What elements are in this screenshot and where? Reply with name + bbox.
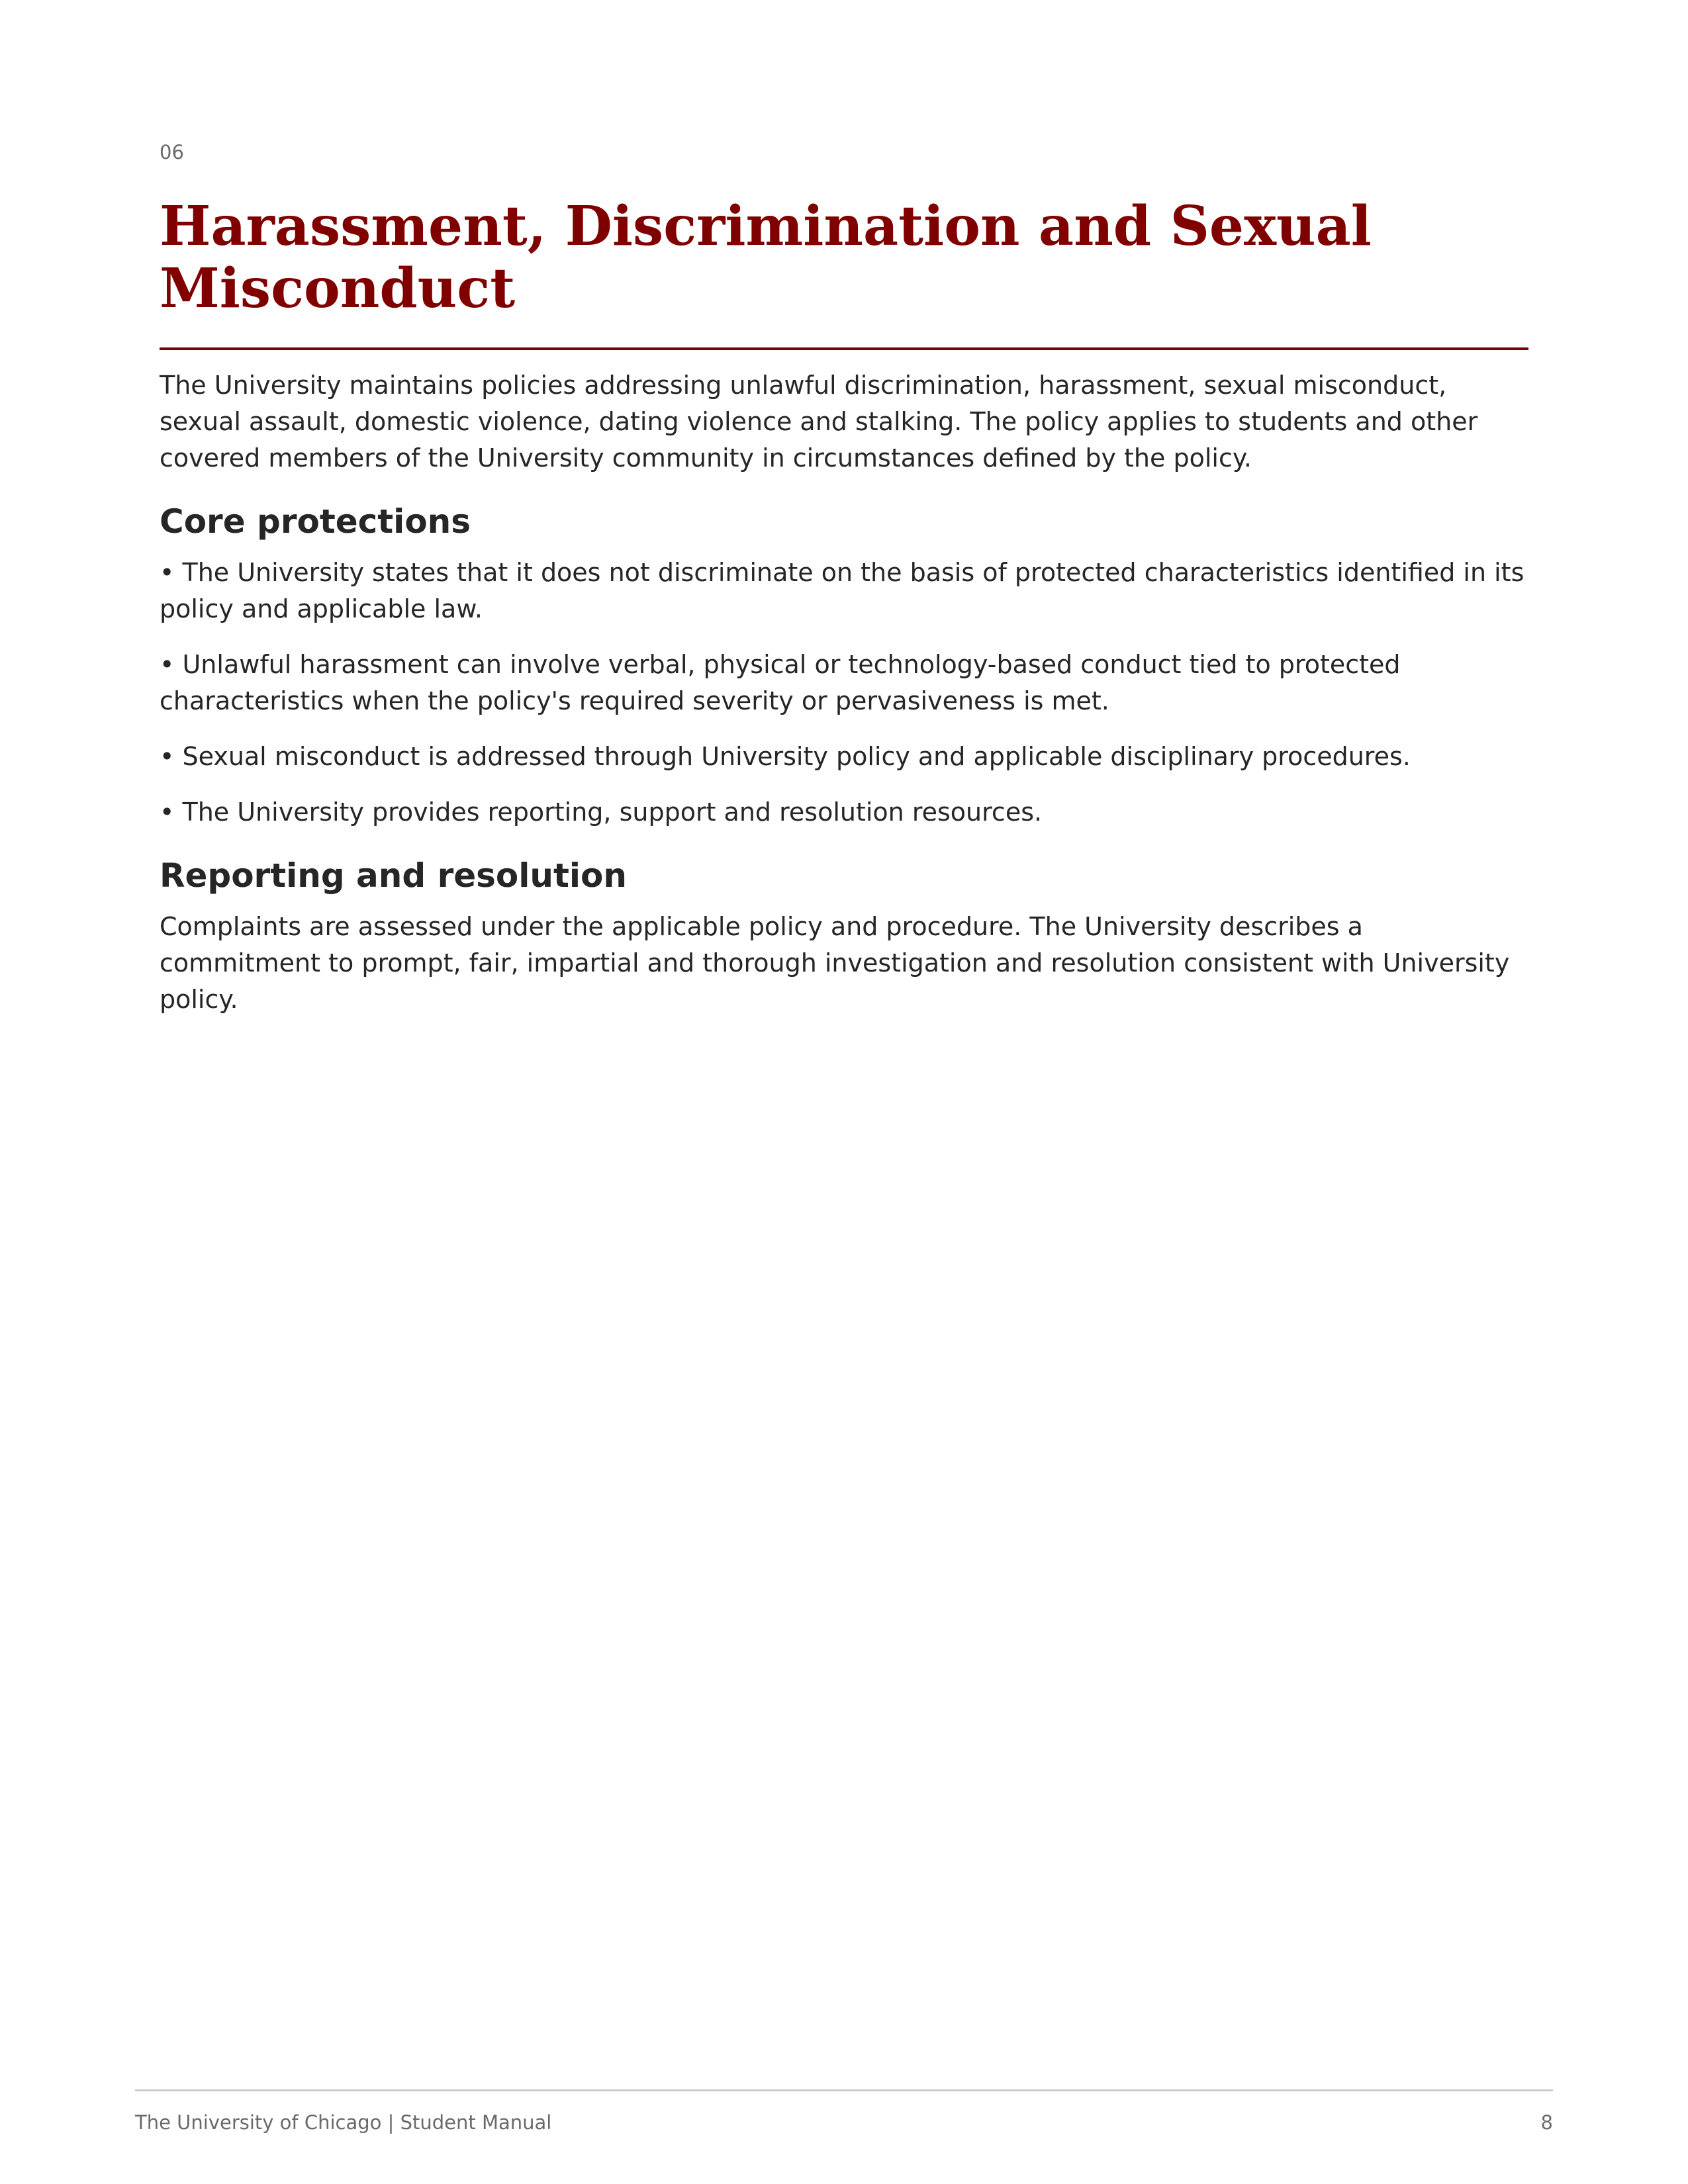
list-item: • Unlawful harassment can involve verbal, physical or technology-based conduct tied to protected characteristics when the policy's required severity or pervasiveness is met. xyxy=(160,650,1401,715)
title-divider xyxy=(160,347,1528,350)
footer-source: The University of Chicago | Student Manual xyxy=(135,2111,552,2134)
page-content xyxy=(160,132,1528,1018)
intro-paragraph: The University maintains policies addressing unlawful discrimination, harassment, sexual misconduct, sexual assault, domestic violence, dating violence and stalking. The policy applies to students and other covered members of the University community in circumstances defined by the policy. xyxy=(160,371,1478,473)
section-number: 06 xyxy=(160,141,184,163)
reporting-paragraph: Complaints are assessed under the applicable policy and procedure. The University describes a commitment to prompt, fair, impartial and thorough investigation and resolution consistent with University policy. xyxy=(160,912,1510,1014)
footer-row xyxy=(135,2111,1553,2134)
page-footer xyxy=(135,2089,1553,2134)
core-protections-heading: Core protections xyxy=(160,502,471,541)
page-number: 8 xyxy=(1540,2111,1553,2134)
page-title: Harassment, Discrimination and Sexual Misconduct xyxy=(160,195,1372,320)
list-item: • The University states that it does not discriminate on the basis of protected characteristics identified in its policy and applicable law. xyxy=(160,558,1524,623)
list-item: • Sexual misconduct is addressed through University policy and applicable disciplinary procedures. xyxy=(160,742,1411,771)
list-item: • The University provides reporting, support and resolution resources. xyxy=(160,797,1043,827)
footer-divider xyxy=(135,2089,1553,2091)
core-protections-list xyxy=(160,555,1528,831)
reporting-heading: Reporting and resolution xyxy=(160,856,627,895)
